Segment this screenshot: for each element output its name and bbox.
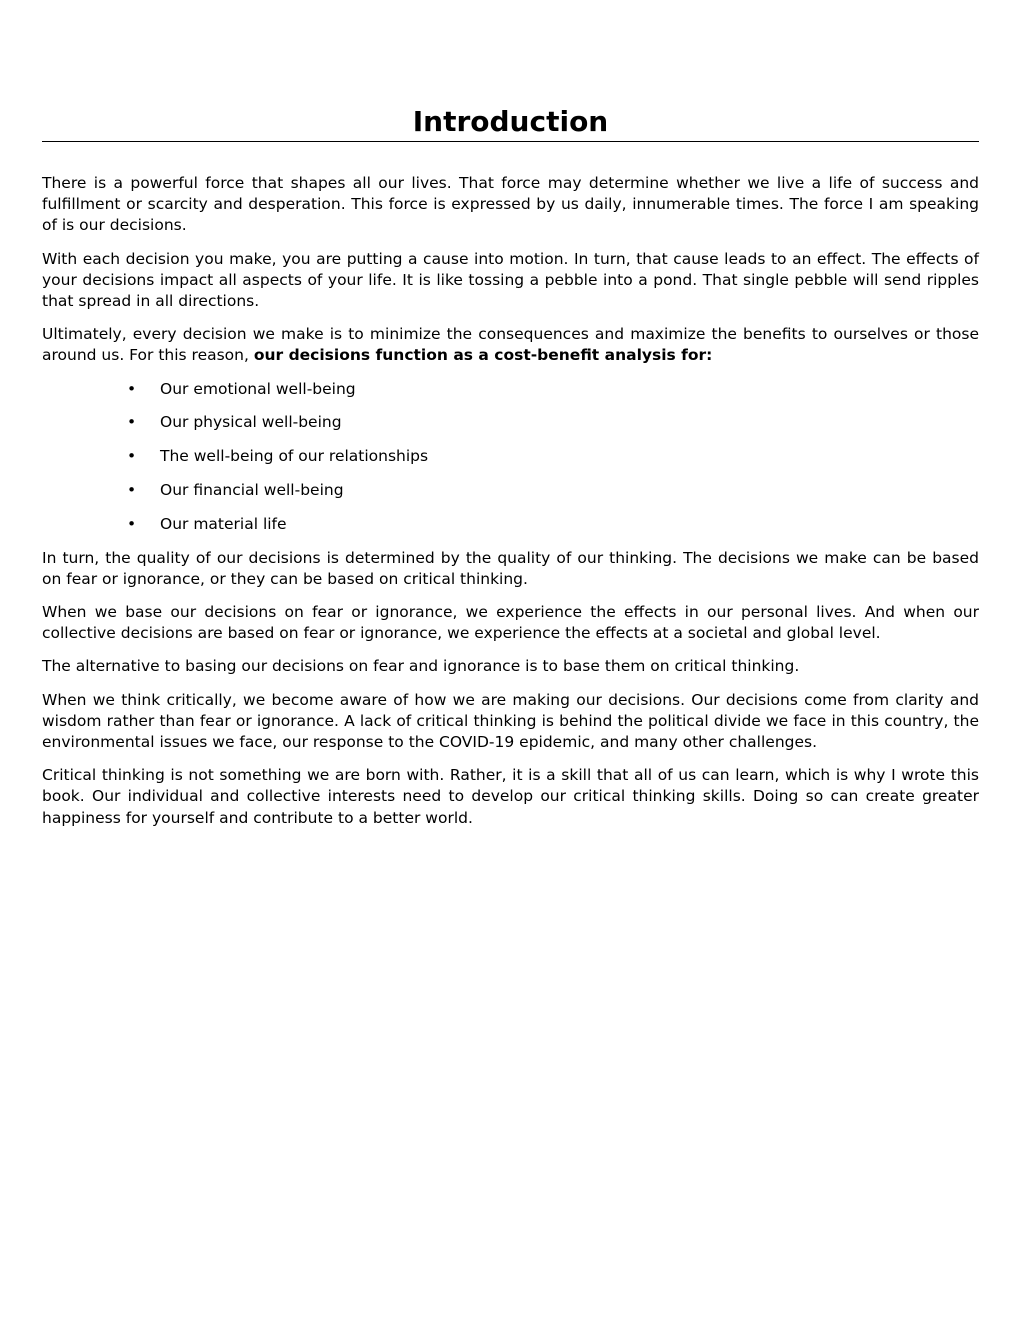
page-title: Introduction [42, 105, 979, 142]
list-item-text: The well-being of our relationships [160, 447, 429, 466]
list-item [42, 514, 979, 535]
bullet-icon: • [127, 447, 137, 466]
list-item [42, 480, 979, 501]
list-item-text: Our financial well-being [160, 481, 344, 500]
bullet-icon: • [127, 413, 137, 432]
paragraph-7: When we think critically, we become aware of how we are making our decisions. Our decisions come from clarity and wisdom rather than fear or ignorance. A lack of critical thinking is behind the political divide we face in this country, the environmental issues we face, our response to the COVID-19 epidemic, and many other challenges. [42, 690, 979, 752]
list-item [42, 412, 979, 433]
document-body [42, 173, 979, 829]
bullet-list [42, 379, 979, 535]
bullet-icon: • [127, 379, 137, 398]
bullet-icon: • [127, 514, 137, 533]
paragraph-5: When we base our decisions on fear or ignorance, we experience the effects in our personal lives. And when our collective decisions are based on fear or ignorance, we experience the effects at a societal and global level. [42, 603, 979, 643]
paragraph-1: There is a powerful force that shapes all our lives. That force may determine whether we live a life of success and fulfillment or scarcity and desperation. This force is expressed by us daily, innumerable times. The force I am speaking of is our decisions. [42, 174, 979, 235]
list-item [42, 446, 979, 467]
paragraph-3-bold-text: our decisions function as a cost-benefit analysis for: [253, 346, 713, 365]
paragraph-4: In turn, the quality of our decisions is determined by the quality of our thinking. The decisions we make can be based on fear or ignorance, or they can be based on critical thinking. [42, 548, 979, 588]
list-item [42, 379, 979, 400]
list-item-text: Our material life [160, 514, 287, 533]
document-page [42, 105, 979, 841]
paragraph-3 [42, 324, 979, 366]
list-item-text: Our emotional well-being [160, 379, 356, 398]
paragraph-8: Critical thinking is not something we are born with. Rather, it is a skill that all of us can learn, which is why I wrote this book. Our individual and collective interests need to develop our critical thinking skills. Doing so can create greater happiness for yourself and contribute to a better world. [42, 766, 979, 827]
paragraph-6: The alternative to basing our decisions on fear and ignorance is to base them on critical thinking. [42, 657, 800, 676]
list-item-text: Our physical well-being [160, 413, 342, 432]
paragraph-2: With each decision you make, you are putting a cause into motion. In turn, that cause leads to an effect. The effects of your decisions impact all aspects of your life. It is like tossing a pebble into a pond. That single pebble will send ripples that spread in all directions. [42, 249, 979, 311]
bullet-icon: • [127, 481, 137, 500]
paragraph-3-text: Ultimately, every decision we make is to minimize the consequences and maximize the benefits to ourselves or those around us. For this reason, [42, 325, 979, 365]
